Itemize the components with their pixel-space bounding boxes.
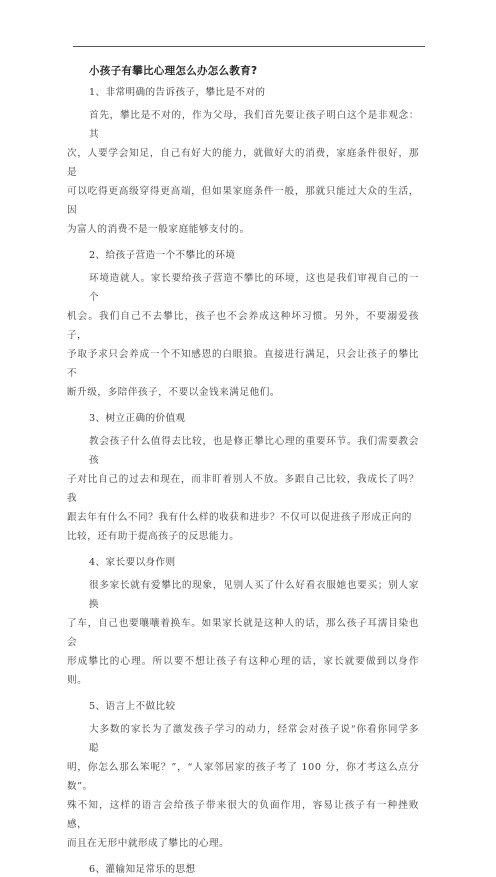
section-heading: 5、语言上不做比较 [89,701,176,712]
header-rule [73,46,425,47]
article-title: 小孩子有攀比心理怎么办怎么教育? [89,65,258,77]
section-heading: 3、树立正确的价值观 [89,413,186,424]
paragraph-line: 了车，自己也要嚷嚷着换车。如果家长就是这种人的话，那么孩子耳濡目染也会 [67,618,419,648]
paragraph-line: 首先，攀比是不对的，作为父母，我们首先要让孩子明白这个是非观念：其 [89,110,419,140]
section-6 [89,863,419,877]
paragraph-line: 可以吃得更高级穿得更高端，但如果家庭条件一般，那就只能过大众的生活，因 [67,186,419,216]
section-5 [67,700,419,853]
paragraph-line: 跟去年有什么不同？我有什么样的收获和进步？不仅可以促进孩子形成正向的 [67,512,412,523]
section-3 [67,412,419,546]
section-heading: 1、非常明确的告诉孩子，攀比是不对的 [89,87,266,98]
paragraph-line: 次，人要学会知足，自己有好大的能力，就做好大的消费，家庭条件很好，那是 [67,148,419,178]
paragraph-line: 大多数的家长为了激发孩子学习的动力，经常会对孩子说“你看你同学多聪 [89,724,419,754]
paragraph-line: 断升级，多陪伴孩子，不要以金钱来满足他们。 [67,387,281,398]
section-1 [67,86,419,239]
section-4 [67,556,419,690]
paragraph-line: 予取予求只会养成一个不知感恩的白眼狼。直接进行满足，只会让孩子的攀比不 [67,349,419,379]
paragraph-line: 子对比自己的过去和现在，而非盯着别人不放。多跟自己比较，我成长了吗？我 [67,474,419,504]
paragraph-line: 比较，还有助于提高孩子的反思能力。 [67,531,240,542]
paragraph-line: 环境造就人。家长要给孩子营造不攀比的环境，这也是我们审视自己的一个 [89,273,419,303]
article-body [67,64,419,877]
paragraph-line: 很多家长就有爱攀比的现象，见别人买了什么好看衣服她也要买；别人家换 [89,580,419,610]
paragraph-line: 形成攀比的心理。所以要不想让孩子有这种心理的话，家长就要做到以身作则。 [67,656,419,686]
paragraph-line: 为富人的消费不是一般家庭能够支付的。 [67,224,250,235]
paragraph-line: 而且在无形中就形成了攀比的心理。 [67,838,230,849]
section-heading: 2、给孩子营造一个不攀比的环境 [89,250,236,261]
paragraph-line: 殊不知，这样的语言会给孩子带来很大的负面作用，容易让孩子有一种挫败感， [67,800,419,830]
section-heading: 6、灌输知足常乐的思想 [89,864,196,875]
paragraph-line: 明，你怎么那么笨呢？”，“人家邻居家的孩子考了 100 分，你才考这么点分数”。 [67,762,419,792]
section-heading: 4、家长要以身作则 [89,557,176,568]
paragraph-line: 教会孩子什么值得去比较，也是修正攀比心理的重要环节。我们需要教会孩 [89,436,419,466]
paragraph-line: 机会。我们自己不去攀比，孩子也不会养成这种坏习惯。另外，不要溺爱孩子， [67,311,419,341]
section-2 [67,249,419,402]
